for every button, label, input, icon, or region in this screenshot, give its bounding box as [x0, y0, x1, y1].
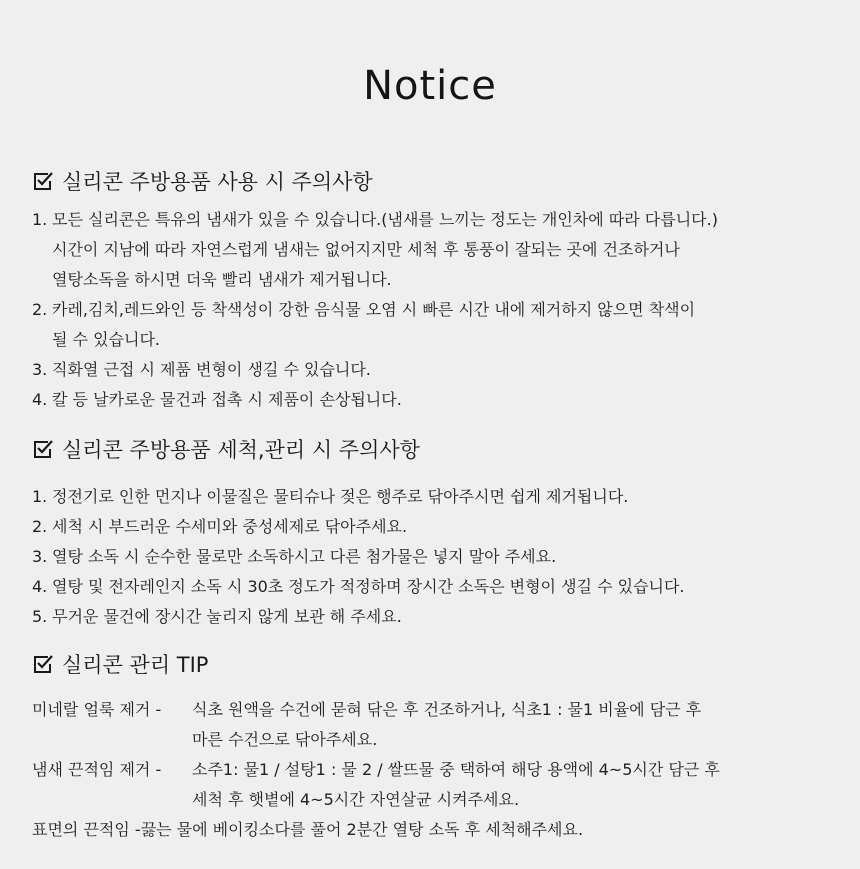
tip-label: 냄새 끈적임 제거 - [32, 760, 162, 779]
item-number: 3. [32, 547, 48, 566]
list-item [32, 385, 852, 415]
item-text: 직화열 근접 시 제품 변형이 생길 수 있습니다. [52, 360, 371, 379]
tip-text: 마른 수건으로 닦아주세요. [192, 730, 378, 749]
tip-label: 미네랄 얼룩 제거 - [32, 700, 162, 719]
section-heading-text: 실리콘 관리 TIP [62, 653, 209, 677]
tip-text: 세척 후 햇볕에 4~5시간 자연살균 시켜주세요. [192, 790, 520, 809]
cleaning-list [32, 482, 852, 632]
item-text: 칼 등 날카로운 물건과 접촉 시 제품이 손상됩니다. [52, 390, 402, 409]
section-heading [32, 435, 852, 465]
section-heading-text: 실리콘 주방용품 세척,관리 시 주의사항 [62, 438, 420, 462]
tip-text: 소주1: 물1 / 설탕1 : 물 2 / 쌀뜨물 중 택하여 해당 용액에 4~5시간 담근 후 [192, 760, 720, 779]
tip-item [32, 755, 852, 815]
item-number: 2. [32, 517, 48, 536]
list-item [32, 542, 852, 572]
item-number: 3. [32, 360, 48, 379]
item-text: 시간이 지남에 따라 자연스럽게 냄새는 없어지지만 세척 후 통풍이 잘되는 곳에 건조하거나 [52, 240, 680, 259]
item-text: 정전기로 인한 먼지나 이물질은 물티슈나 젖은 행주로 닦아주시면 쉽게 제거됩니다. [52, 487, 629, 506]
usage-caution-section [32, 167, 852, 415]
item-number: 4. [32, 577, 48, 596]
item-text: 열탕 소독 시 순수한 물로만 소독하시고 다른 첨가물은 넣지 말아 주세요. [52, 547, 557, 566]
tip-text: 식초 원액을 수건에 묻혀 닦은 후 건조하거나, 식초1 : 물1 비율에 담근 후 [192, 700, 702, 719]
list-item [32, 482, 852, 512]
checkbox-check-icon [32, 171, 54, 193]
item-text: 열탕 및 전자레인지 소독 시 30초 정도가 적정하며 장시간 소독은 변형이 생길 수 있습니다. [52, 577, 685, 596]
section-heading [32, 650, 852, 680]
item-number: 2. [32, 300, 48, 319]
item-text: 무거운 물건에 장시간 눌리지 않게 보관 해 주세요. [52, 607, 402, 626]
caution-list [32, 205, 852, 415]
item-text: 세척 시 부드러운 수세미와 중성세제로 닦아주세요. [52, 517, 408, 536]
checkbox-check-icon [32, 439, 54, 461]
item-number: 5. [32, 607, 48, 626]
page-title: Notice [363, 63, 497, 109]
cleaning-caution-section [32, 435, 852, 632]
list-item [32, 355, 852, 385]
tip-list [32, 695, 852, 845]
tip-item [32, 695, 852, 755]
section-heading-text: 실리콘 주방용품 사용 시 주의사항 [62, 170, 373, 194]
item-text: 카레,김치,레드와인 등 착색성이 강한 음식물 오염 시 빠른 시간 내에 제거하지 않으면 착색이 [52, 300, 696, 319]
checkbox-check-icon [32, 654, 54, 676]
tip-label: 표면의 끈적임 - [32, 820, 141, 839]
item-number: 1. [32, 487, 48, 506]
list-item [32, 602, 852, 632]
list-item [32, 295, 852, 355]
item-text: 열탕소독을 하시면 더욱 빨리 냄새가 제거됩니다. [52, 270, 392, 289]
list-item [32, 512, 852, 542]
item-text: 될 수 있습니다. [52, 330, 160, 349]
section-heading [32, 167, 852, 197]
tip-item [32, 815, 852, 845]
list-item [32, 205, 852, 295]
list-item [32, 572, 852, 602]
care-tip-section [32, 650, 852, 845]
item-number: 4. [32, 390, 48, 409]
tip-text: 끓는 물에 베이킹소다를 풀어 2분간 열탕 소독 후 세척해주세요. [140, 820, 584, 839]
item-text: 모든 실리콘은 특유의 냄새가 있을 수 있습니다.(냄새를 느끼는 정도는 개인차에 따라 다릅니다.) [52, 210, 718, 229]
item-number: 1. [32, 210, 48, 229]
